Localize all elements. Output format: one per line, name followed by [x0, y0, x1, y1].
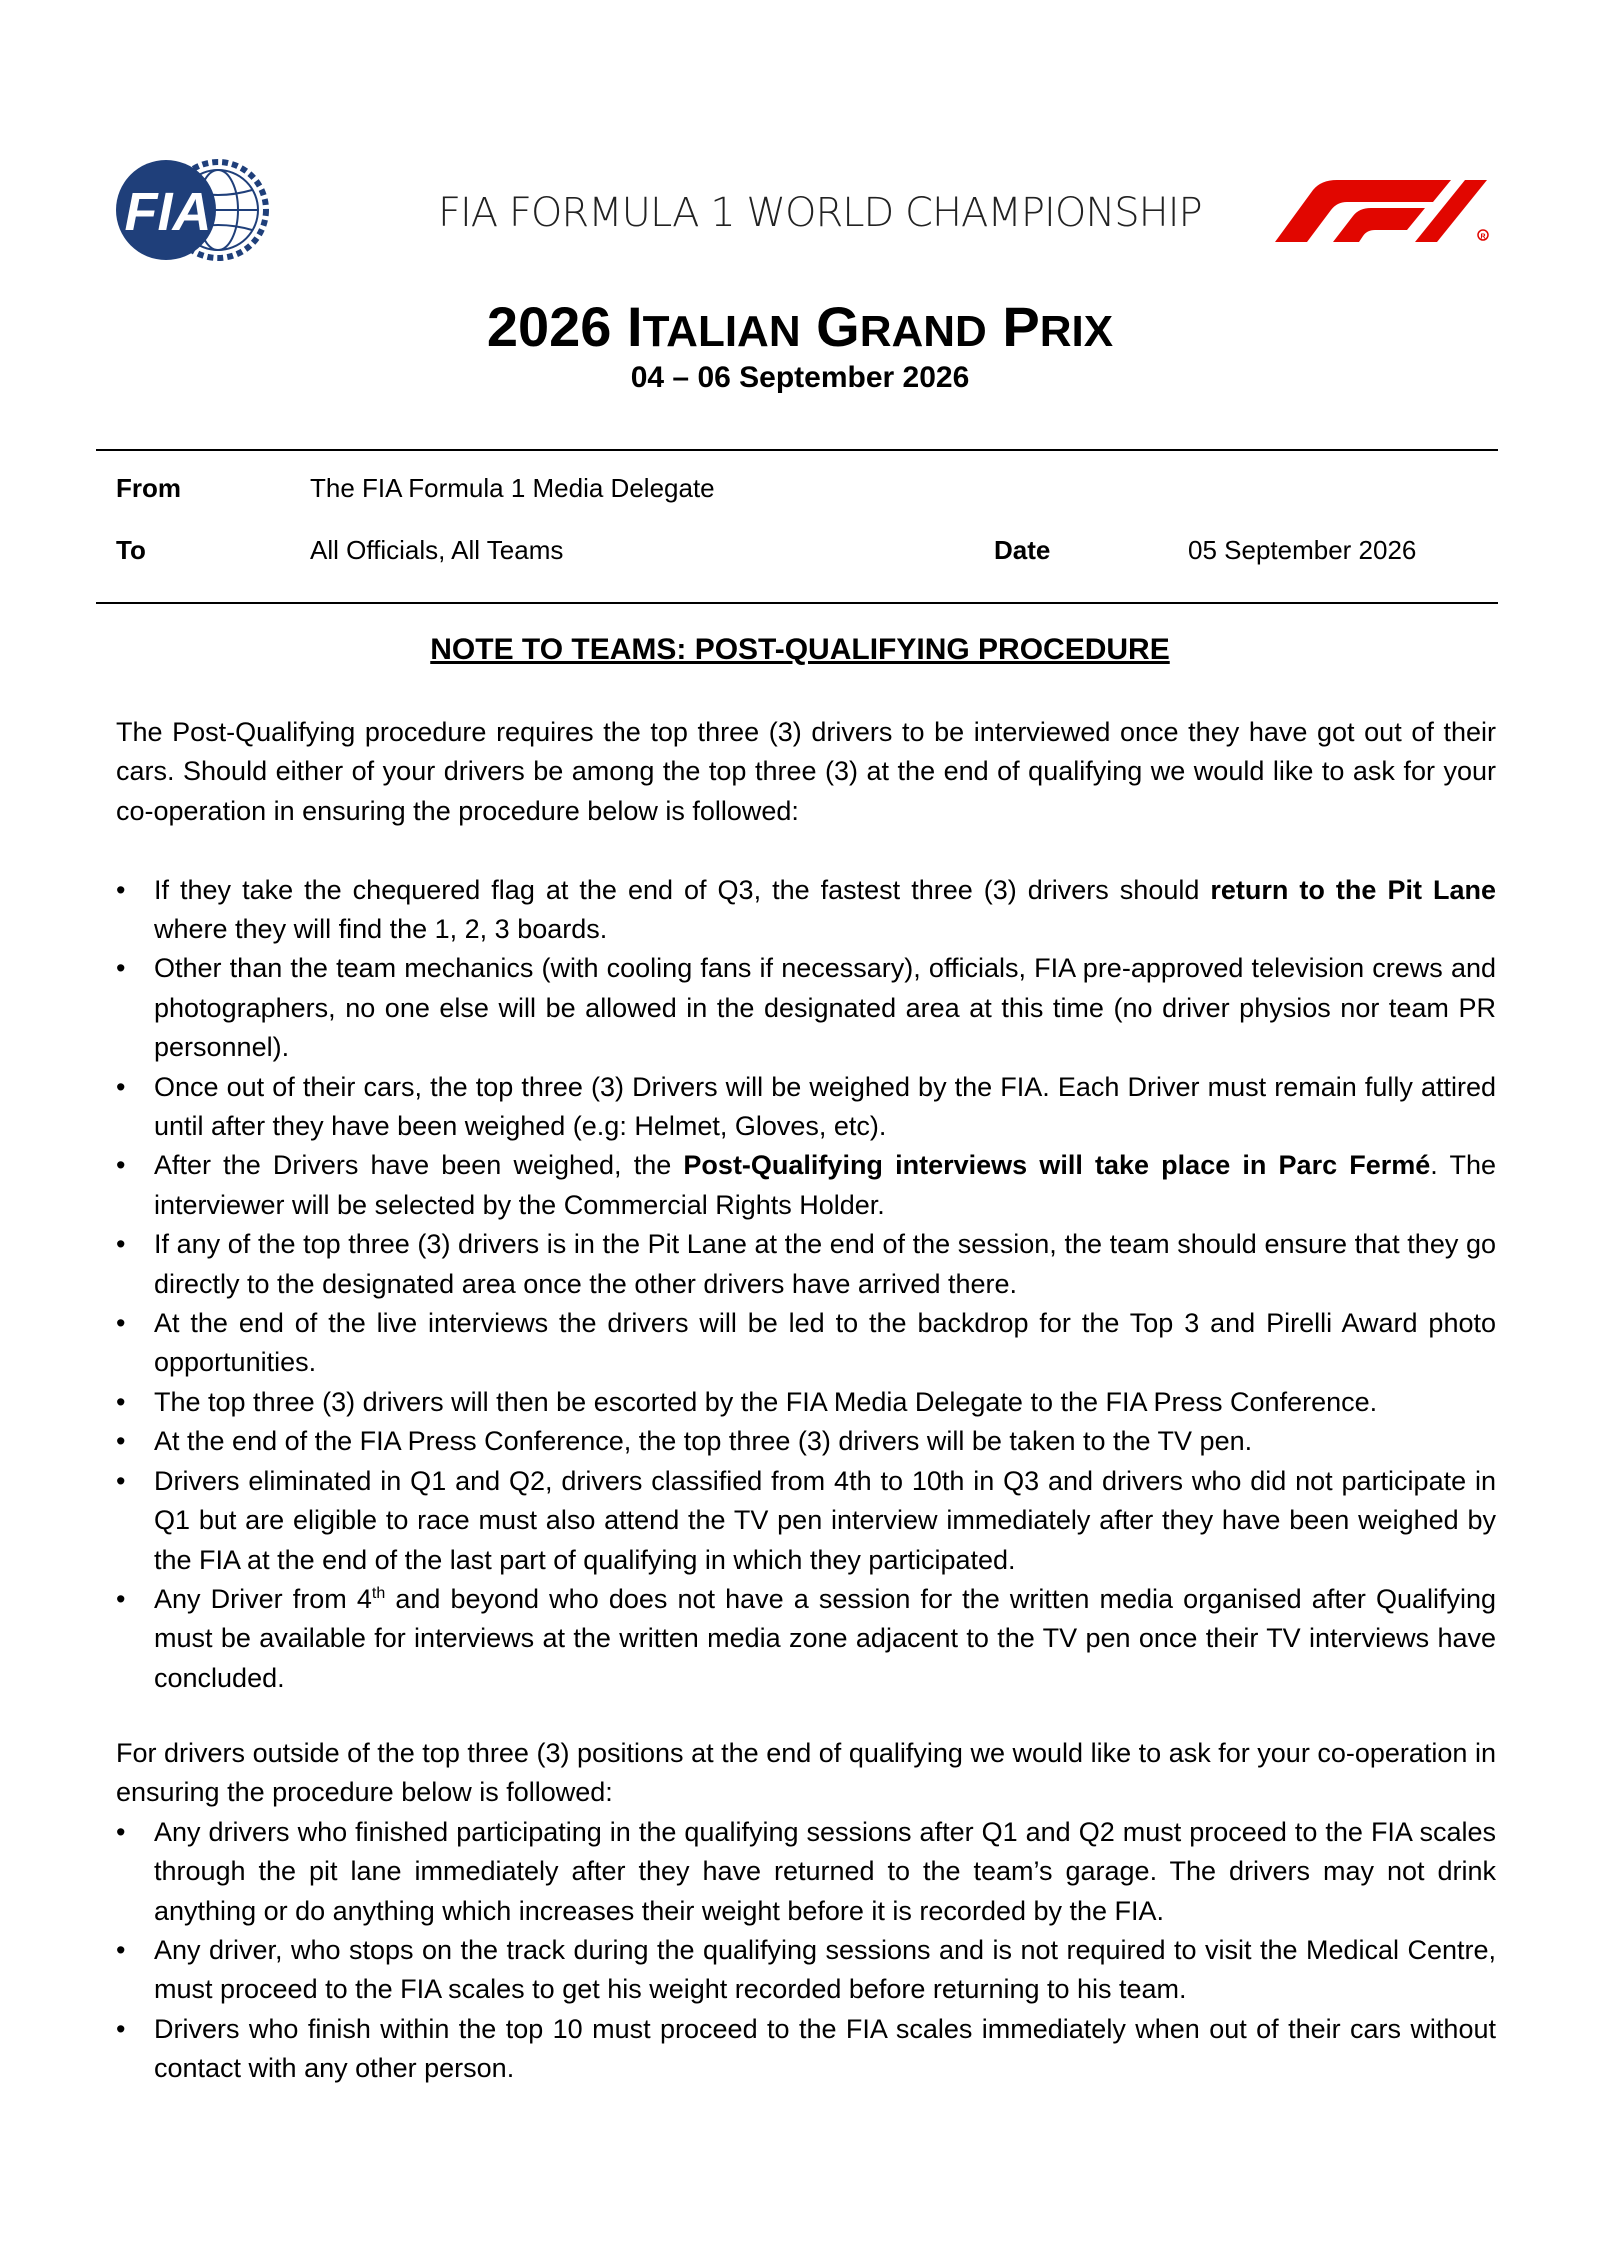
- to-value: All Officials, All Teams: [310, 535, 564, 565]
- list-item: • Any driver, who stops on the track during the qualifying sessions and is not required to visit the Medical Centre, must proceed to the FIA scales to get his weight recorded before returning to his team.: [116, 1931, 1496, 2010]
- svg-text:R: R: [1480, 233, 1486, 241]
- list-item: • If any of the top three (3) drivers is in the Pit Lane at the end of the session, the team should ensure that they go directly to the designated area once the other drivers have arrived there.: [116, 1225, 1496, 1304]
- note-body-part1: [116, 713, 1496, 1698]
- bullet-list-others: [116, 1813, 1496, 2089]
- fia-logo-text: FIA: [124, 182, 212, 242]
- list-item: • Drivers who finish within the top 10 must proceed to the FIA scales immediately when out of their cars without contact with any other person.: [116, 2010, 1496, 2089]
- note-title: NOTE TO TEAMS: POST-QUALIFYING PROCEDURE: [430, 633, 1170, 666]
- intro-paragraph: The Post-Qualifying procedure requires the top three (3) drivers to be interviewed once they have got out of their cars. Should either of your drivers be among the top three (3) at the end of qualifying we would like to ask for your co-operation in ensuring the procedure below is followed:: [116, 717, 1496, 826]
- event-dates: 04 – 06 September 2026: [630, 361, 970, 394]
- from-value: The FIA Formula 1 Media Delegate: [310, 473, 715, 503]
- list-item: • At the end of the live interviews the drivers will be led to the backdrop for the Top 3 and Pirelli Award photo opportunities.: [116, 1304, 1496, 1383]
- from-label: From: [116, 473, 181, 503]
- outro-paragraph: For drivers outside of the top three (3) positions at the end of qualifying we would like to ask for your co-operation in ensuring the procedure below is followed:: [116, 1738, 1496, 1808]
- list-item: • Drivers eliminated in Q1 and Q2, drivers classified from 4th to 10th in Q3 and drivers who did not participate in Q1 but are eligible to race must also attend the TV pen interview immediately after they have been weighed by the FIA at the end of the last part of qualifying in which they participated.: [116, 1462, 1496, 1580]
- note-body-part2: [116, 1734, 1496, 2089]
- list-item: • Any Driver from 4th and beyond who does not have a session for the written media organised after Qualifying must be available for interviews at the written media zone adjacent to the TV pen once their TV interviews have concluded.: [116, 1580, 1496, 1698]
- championship-title: FIA FORMULA 1 WORLD CHAMPIONSHIP: [438, 190, 1202, 236]
- event-title: 2026 ITALIAN GRAND PRIX: [486, 295, 1114, 358]
- divider-bottom: [96, 602, 1498, 604]
- f1-logo: [1275, 180, 1500, 242]
- list-item: • The top three (3) drivers will then be escorted by the FIA Media Delegate to the FIA Press Conference.: [116, 1383, 1496, 1422]
- bullet-list-top3: [116, 871, 1496, 1699]
- list-item: • If they take the chequered flag at the end of Q3, the fastest three (3) drivers should return to the Pit Lane where they will find the 1, 2, 3 boards.: [116, 871, 1496, 950]
- list-item: • At the end of the FIA Press Conference, the top three (3) drivers will be taken to the TV pen.: [116, 1422, 1496, 1461]
- event-year: 2026: [486, 295, 612, 358]
- fia-logo: [114, 155, 270, 265]
- list-item: • Other than the team mechanics (with cooling fans if necessary), officials, FIA pre-approved television crews and photographers, no one else will be allowed in the designated area at this time (no driver physios nor team PR personnel).: [116, 949, 1496, 1067]
- list-item: • Any drivers who finished participating in the qualifying sessions after Q1 and Q2 must proceed to the FIA scales through the pit lane immediately after they have returned to the team’s garage. The drivers may not drink anything or do anything which increases their weight before it is recorded by the FIA.: [116, 1813, 1496, 1931]
- date-value: 05 September 2026: [1188, 535, 1417, 565]
- list-item: • Once out of their cars, the top three (3) Drivers will be weighed by the FIA. Each Driver must remain fully attired until after they have been weighed (e.g: Helmet, Gloves, etc).: [116, 1068, 1496, 1147]
- list-item: • After the Drivers have been weighed, the Post-Qualifying interviews will take place in Parc Fermé. The interviewer will be selected by the Commercial Rights Holder.: [116, 1146, 1496, 1225]
- date-label: Date: [994, 535, 1051, 565]
- divider-top: [96, 449, 1498, 451]
- to-label: To: [116, 535, 146, 565]
